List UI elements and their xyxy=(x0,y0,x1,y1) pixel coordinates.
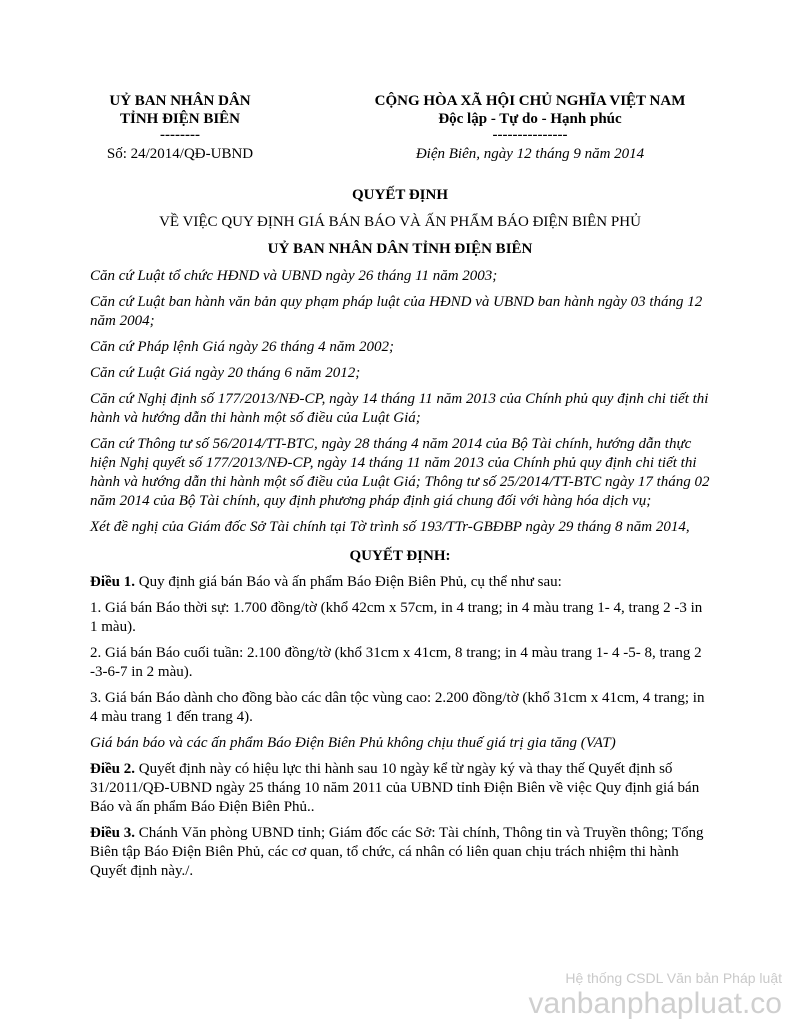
document-header xyxy=(90,92,710,142)
article-2-label: Điều 2. xyxy=(90,761,135,777)
document-subject: VỀ VIỆC QUY ĐỊNH GIÁ BÁN BÁO VÀ ẤN PHẨM BÁO ĐIỆN BIÊN PHỦ xyxy=(159,214,641,230)
watermark-domain: vanbanphapluat.co xyxy=(528,987,782,1020)
nation-name: CỘNG HÒA XÃ HỘI CHỦ NGHĨA VIỆT NAM xyxy=(374,93,686,109)
legal-basis-item: Căn cứ Nghị định số 177/2013/NĐ-CP, ngày 14 tháng 11 năm 2013 của Chính phủ quy định chi tiết thi hành và hướng dẫn thi hành một số điều của Luật Giá; xyxy=(90,391,709,426)
article-2-text: Quyết định này có hiệu lực thi hành sau 10 ngày kể từ ngày ký và thay thế Quyết định số 31/2011/QĐ-UBND ngày 25 tháng 10 năm 2011 của UBND tỉnh Điện Biên về việc Quy định giá bán Báo và ấn phẩm Báo Điện Biên Phủ.. xyxy=(90,761,700,815)
document-page xyxy=(90,92,710,888)
national-motto-block xyxy=(350,92,710,142)
article-3-text: Chánh Văn phòng UBND tỉnh; Giám đốc các Sở: Tài chính, Thông tin và Truyền thông; Tổng Biên tập Báo Điện Biên Phủ, các cơ quan, tổ chức, cá nhân có liên quan chịu trách nhiệm thi hành Quyết định này./. xyxy=(90,825,704,879)
vat-note: Giá bán báo và các ấn phẩm Báo Điện Biên Phủ không chịu thuế giá trị gia tăng (VAT) xyxy=(90,735,616,751)
nation-motto: Độc lập - Tự do - Hạnh phúc xyxy=(438,111,622,127)
article-1-item: 3. Giá bán Báo dành cho đồng bào các dân tộc vùng cao: 2.200 đồng/tờ (khổ 31cm x 41cm, 4 trang; in 4 màu trang 1 đến trang 4). xyxy=(90,690,705,725)
legal-basis-item: Căn cứ Luật Giá ngày 20 tháng 6 năm 2012; xyxy=(90,365,361,381)
legal-basis-item: Căn cứ Luật ban hành văn bản quy phạm pháp luật của HĐND và UBND ban hành ngày 03 tháng 12 năm 2004; xyxy=(90,294,703,329)
watermark-caption: Hệ thống CSDL Văn bản Pháp luật xyxy=(565,970,782,986)
decision-heading: QUYẾT ĐỊNH: xyxy=(349,548,451,564)
article-1-item: 1. Giá bán Báo thời sự: 1.700 đồng/tờ (khổ 42cm x 57cm, in 4 trang; in 4 màu trang 1- 4, trang 2 -3 in 1 màu). xyxy=(90,600,703,635)
legal-basis-list xyxy=(90,267,710,537)
article-1 xyxy=(90,573,710,592)
article-1-item: 2. Giá bán Báo cuối tuần: 2.100 đồng/tờ (khổ 31cm x 41cm, 8 trang; in 4 màu trang 1- 4 -5- 8, trang 2 -3-6-7 in 2 màu). xyxy=(90,645,702,680)
article-3-label: Điều 3. xyxy=(90,825,135,841)
nation-separator: --------------- xyxy=(492,127,568,143)
site-watermark xyxy=(528,969,782,1021)
document-date: Điện Biên, ngày 12 tháng 9 năm 2014 xyxy=(415,146,645,162)
agency-province: TỈNH ĐIỆN BIÊN xyxy=(119,111,241,127)
agency-name: UỶ BAN NHÂN DÂN xyxy=(109,93,251,109)
article-1-label: Điều 1. xyxy=(90,574,135,590)
article-2 xyxy=(90,760,710,817)
legal-basis-item: Xét đề nghị của Giám đốc Sở Tài chính tại Tờ trình số 193/TTr-GBĐBP ngày 29 tháng 8 năm 2014, xyxy=(90,519,690,535)
legal-basis-item: Căn cứ Luật tổ chức HĐND và UBND ngày 26 tháng 11 năm 2003; xyxy=(90,268,498,284)
document-number: Số: 24/2014/QĐ-UBND xyxy=(106,146,254,162)
issuing-agency-block xyxy=(90,92,270,142)
article-3 xyxy=(90,824,710,881)
agency-separator: -------- xyxy=(160,127,200,143)
article-1-text: Quy định giá bán Báo và ấn phẩm Báo Điện Biên Phủ, cụ thể như sau: xyxy=(135,574,562,590)
legal-basis-item: Căn cứ Thông tư số 56/2014/TT-BTC, ngày 28 tháng 4 năm 2014 của Bộ Tài chính, hướng dẫn thực hiện Nghị quyết số 177/2013/NĐ-CP, ngày 14 tháng 11 năm 2013 của Chính phủ quy định chi tiết thi hành và hướng dẫn thi hành một số điều của Luật Giá; Thông tư số 25/2014/TT-BTC ngày 17 tháng 02 năm 2014 của Bộ Tài chính, quy định phương pháp định giá chung đối với hàng hóa dịch vụ; xyxy=(90,436,710,509)
number-date-row xyxy=(90,145,710,164)
document-title xyxy=(90,186,710,259)
legal-basis-item: Căn cứ Pháp lệnh Giá ngày 26 tháng 4 năm 2002; xyxy=(90,339,394,355)
issuer-heading: UỶ BAN NHÂN DÂN TỈNH ĐIỆN BIÊN xyxy=(267,241,533,257)
document-type: QUYẾT ĐỊNH xyxy=(352,187,448,203)
